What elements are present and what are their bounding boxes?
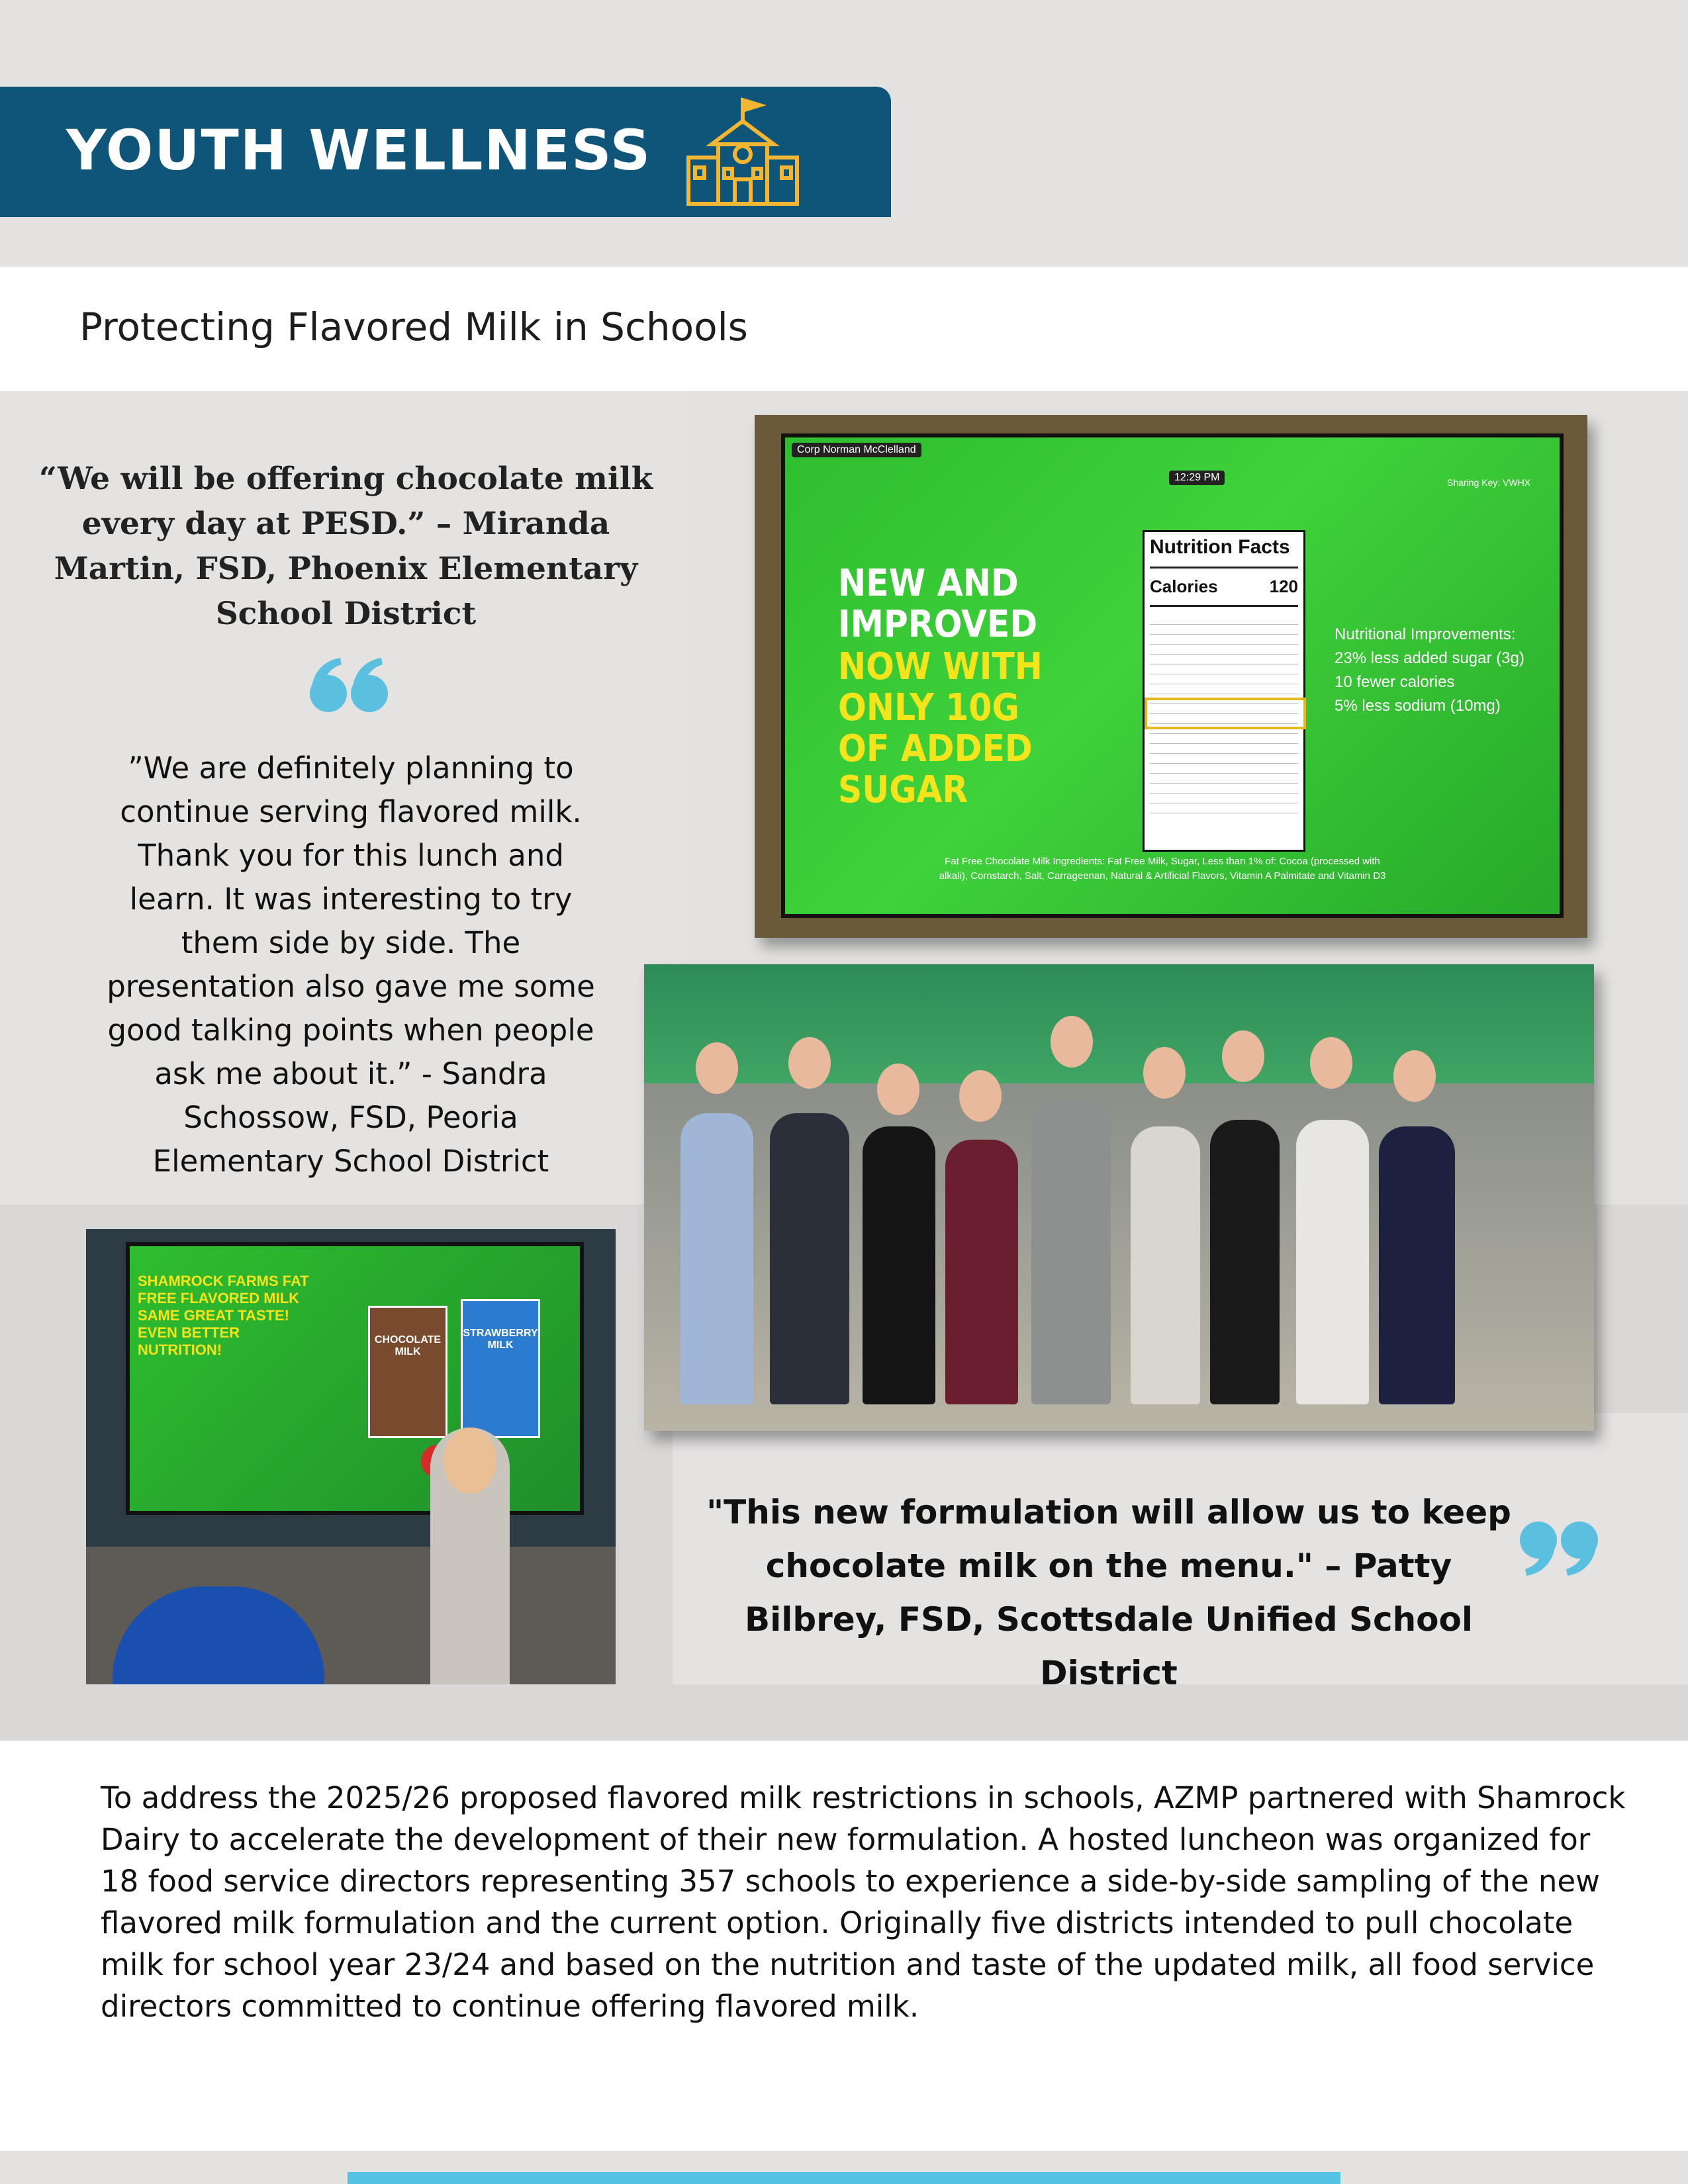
calories-label: Calories	[1150, 576, 1218, 596]
summary-paragraph: To address the 2025/26 proposed flavored milk restrictions in schools, AZMP partnered with Shamrock Dairy to accelerate the development of their new formulation. A hosted luncheon was organized for 18 food service directors representing 357 schools to experience a side-by-side sampling of the new flavored milk formulation and the current option. Originally five districts intended to pull chocolate milk for school year 23/24 and based on the nutrition and taste of the updated milk, all food service directors committed to continue offering flavored milk.	[101, 1780, 1626, 2024]
tv-screen	[781, 433, 1564, 918]
quote-miranda-martin: “We will be offering chocolate milk every day at PESD.” – Miranda Martin, FSD, Phoenix Elementary School District	[38, 461, 653, 632]
carton-chocolate: CHOCOLATE MILK	[368, 1306, 447, 1438]
nutrition-title: Nutrition Facts	[1150, 536, 1290, 558]
improvements-title: Nutritional Improvements:	[1335, 625, 1516, 643]
improvements-block	[1335, 623, 1546, 718]
footer-accent-bar	[348, 2172, 1340, 2184]
quote-mark-icon	[306, 655, 392, 715]
tv-slide-photo	[755, 415, 1587, 938]
improvement-item: 23% less added sugar (3g)	[1335, 649, 1524, 667]
improvement-item: 10 fewer calories	[1335, 673, 1455, 691]
speaker-photo	[86, 1229, 616, 1684]
presenter-label: Corp Norman McClelland	[792, 443, 921, 457]
group-photo	[644, 964, 1594, 1431]
sharing-key: Sharing Key: VWHX	[1447, 477, 1531, 488]
speaker-slide	[126, 1242, 584, 1515]
slide-headline-white: NEW AND IMPROVED	[838, 562, 1038, 646]
school-building-icon	[682, 95, 804, 210]
page-title: Protecting Flavored Milk in Schools	[79, 304, 748, 349]
quote-sandra-schossow: ”We are definitely planning to continue serving flavored milk. Thank you for this lunch and learn. It was interesting to try them side by side. The presentation also gave me some good talking points when people ask me about it.” - Sandra Schossow, FSD, Peoria Elementary School District	[107, 751, 595, 1179]
carton-strawberry: STRAWBERRY MILK	[461, 1299, 540, 1438]
nutrition-facts-label	[1143, 530, 1305, 852]
quote-mark-icon	[1516, 1519, 1602, 1578]
time-label: 12:29 PM	[1169, 471, 1225, 485]
quote-patty-bilbrey: "This new formulation will allow us to keep chocolate milk on the menu." – Patty Bilbrey, FSD, Scottsdale Unified School District	[706, 1493, 1511, 1692]
header-title: YOUTH WELLNESS	[66, 118, 652, 183]
speaker-slide-headline: SHAMROCK FARMS FAT FREE FLAVORED MILK SAME GREAT TASTE! EVEN BETTER NUTRITION!	[138, 1273, 309, 1358]
calories-value: 120	[1269, 576, 1298, 596]
background-screens	[644, 964, 1594, 1083]
ingredients-text: Fat Free Chocolate Milk Ingredients: Fat Free Milk, Sugar, Less than 1% of: Cocoa (processed with alkali), Cornstarch, Salt, Carrageenan, Natural & Artificial Flavors, Vitamin A Palmitate and Vitamin D3	[939, 856, 1386, 882]
slide-headline-yellow: NOW WITH ONLY 10G OF ADDED SUGAR	[838, 645, 1043, 811]
improvement-item: 5% less sodium (10mg)	[1335, 697, 1501, 715]
